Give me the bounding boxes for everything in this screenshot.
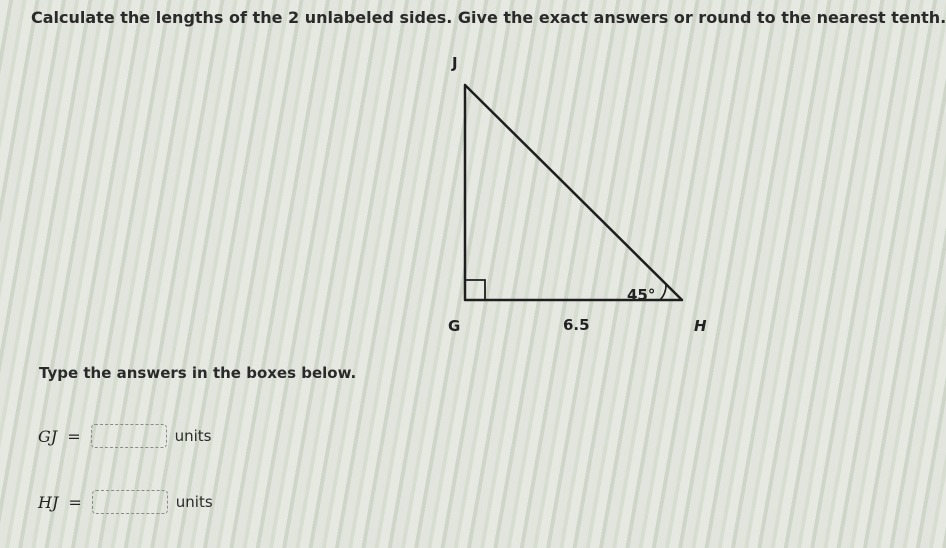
units-label-gj: units <box>174 427 212 445</box>
vertex-label-h: H <box>694 317 707 335</box>
instructions-text: Type the answers in the boxes below. <box>39 364 357 382</box>
equals-sign: = <box>68 492 82 512</box>
equals-sign: = <box>67 426 81 446</box>
question-prompt: Calculate the lengths of the 2 unlabeled sides. Give the exact answers or round to the nearest tenth. <box>31 8 946 27</box>
triangle-svg <box>430 48 730 348</box>
vertex-label-g: G <box>448 317 461 335</box>
vertex-label-j: J <box>452 54 458 72</box>
answer-row-gj <box>38 424 212 448</box>
triangle-figure <box>430 48 730 348</box>
side-length-gh: 6.5 <box>563 316 590 334</box>
right-angle-marker <box>465 280 485 300</box>
answer-label-hj: HJ <box>38 492 59 512</box>
answer-label-gj: GJ <box>38 426 58 446</box>
answer-input-hj[interactable] <box>92 490 168 514</box>
angle-label-h: 45° <box>627 286 656 304</box>
triangle-shape <box>465 85 682 300</box>
units-label-hj: units <box>175 493 213 511</box>
answer-input-gj[interactable] <box>91 424 167 448</box>
answer-row-hj <box>38 490 213 514</box>
angle-arc-h <box>660 284 666 300</box>
